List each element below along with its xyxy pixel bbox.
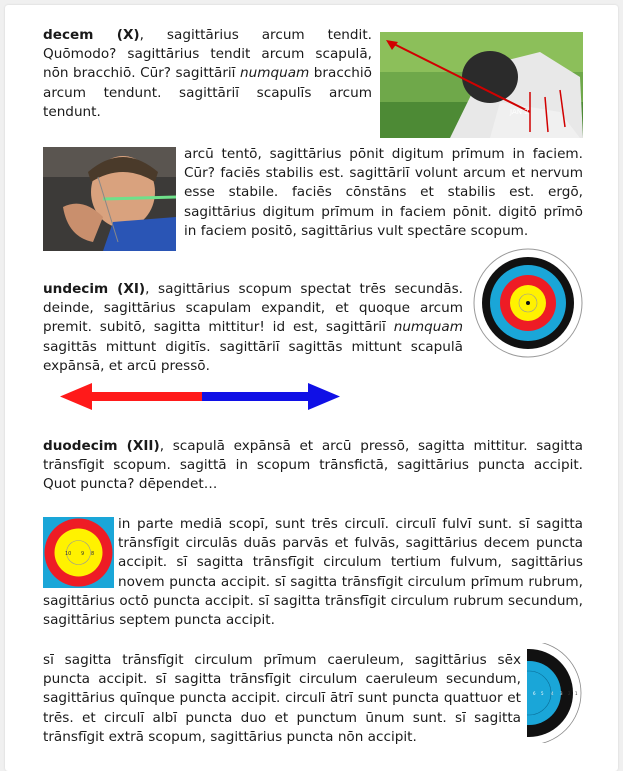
text-xii: , scapulā expānsā et arcū pressō, sagitta mittitur. sagitta trānsfīgit scopum. sagittā in scopum trānsfictā, sagittārius puncta accipit. Quot puncta? dēpendet… [43,438,584,493]
section-xi [43,280,583,376]
ring-number-4: 4 [551,691,554,696]
double-arrow-icon [60,383,340,410]
heading-x: decem (X) [43,27,140,43]
section-inner-rings [43,515,583,630]
ring-number-8: 8 [91,551,95,557]
ring-number-5: 5 [541,691,544,696]
ring-number-3: 3 [560,691,563,696]
text-x-em: numquam [239,65,310,82]
archer-face-photo [43,147,176,251]
archer-back-photo [380,32,583,138]
text-x-a: , sagittārius arcum tendit. Quōmodo? sagittārius tendit arcum scapulā, nōn bracchiō. Cūr? sagittāriī [43,27,372,82]
target-inner-image [43,517,114,588]
text-inner-rings: in parte mediā scopī, sunt trēs circulī. circulī fulvī sunt. sī sagitta trānsfīgit circulās duās parvās et fulvās, sagittārius decem puncta accipit. sī sagitta trānsfīgit circulum tertium fulvum, sagittārius novem puncta accipit. sī sagitta trānsfīgit circulum prīmum rubrum, sagittārius octō puncta accipit. sī sagitta trānsfīgit circulum rubrum secundum, sagittārius septem puncta accipit. [43,516,583,629]
heading-xi: undecim (XI) [43,281,146,297]
target-outer-image [527,643,583,743]
heading-xii: duodecim (XII) [43,438,160,454]
text-x-b: bracchiō arcum tendunt. sagittāriī scapulīs arcum tendunt. [43,65,372,120]
section-xii [43,437,583,495]
text-xi-b: sagittās mittunt digitīs. sagittāriī sagittās mittunt scapulā expānsā, et arcū pressō. [43,338,463,374]
text-xi-a: , sagittārius scopum spectat trēs secundās. deinde, sagittārius scapulam expandit, et quoque arcum premit. subitō, sagitta mittitur! id est, sagittāriī [43,281,463,336]
ring-number-9: 9 [81,551,85,557]
ring-number-2: 2 [568,691,571,696]
text-xi-em: numquam [393,319,463,336]
ring-number-1: 1 [575,691,578,696]
text-anchor: arcū tentō, sagittārius pōnit digitum prīmum in faciem. Cūr? faciēs stabilis est. sagittāriī volunt arcum et nervum esse stabile. faciēs cōnstāns et stabilis est. ergō, sagittārius digitum prīmum in faciem pōnit. digitō prīmō in faciem positō, sagittārius vult spectāre scopum. [184,146,583,239]
ring-number-10: 10 [65,551,72,557]
target-full-image [473,248,583,358]
section-outer-rings [43,651,583,747]
text-outer-rings: sī sagitta trānsfīgit circulum prīmum caeruleum, sagittārius sēx puncta accipit. sī sagitta trānsfīgit circulum caeruleum secundum, sagittārius quīnque puncta accipit. circulī ātrī sunt puncta quattuor et trēs. et circulī albī puncta duo et punctum ūnum sunt. sī sagitta trānsfīgit extrā scopum, sagittārius puncta nōn accipit. [43,652,521,745]
section-x [43,26,583,146]
photo-label: JAN 2 [510,108,529,116]
ring-number-6: 6 [533,691,536,696]
section-anchor [43,145,583,255]
